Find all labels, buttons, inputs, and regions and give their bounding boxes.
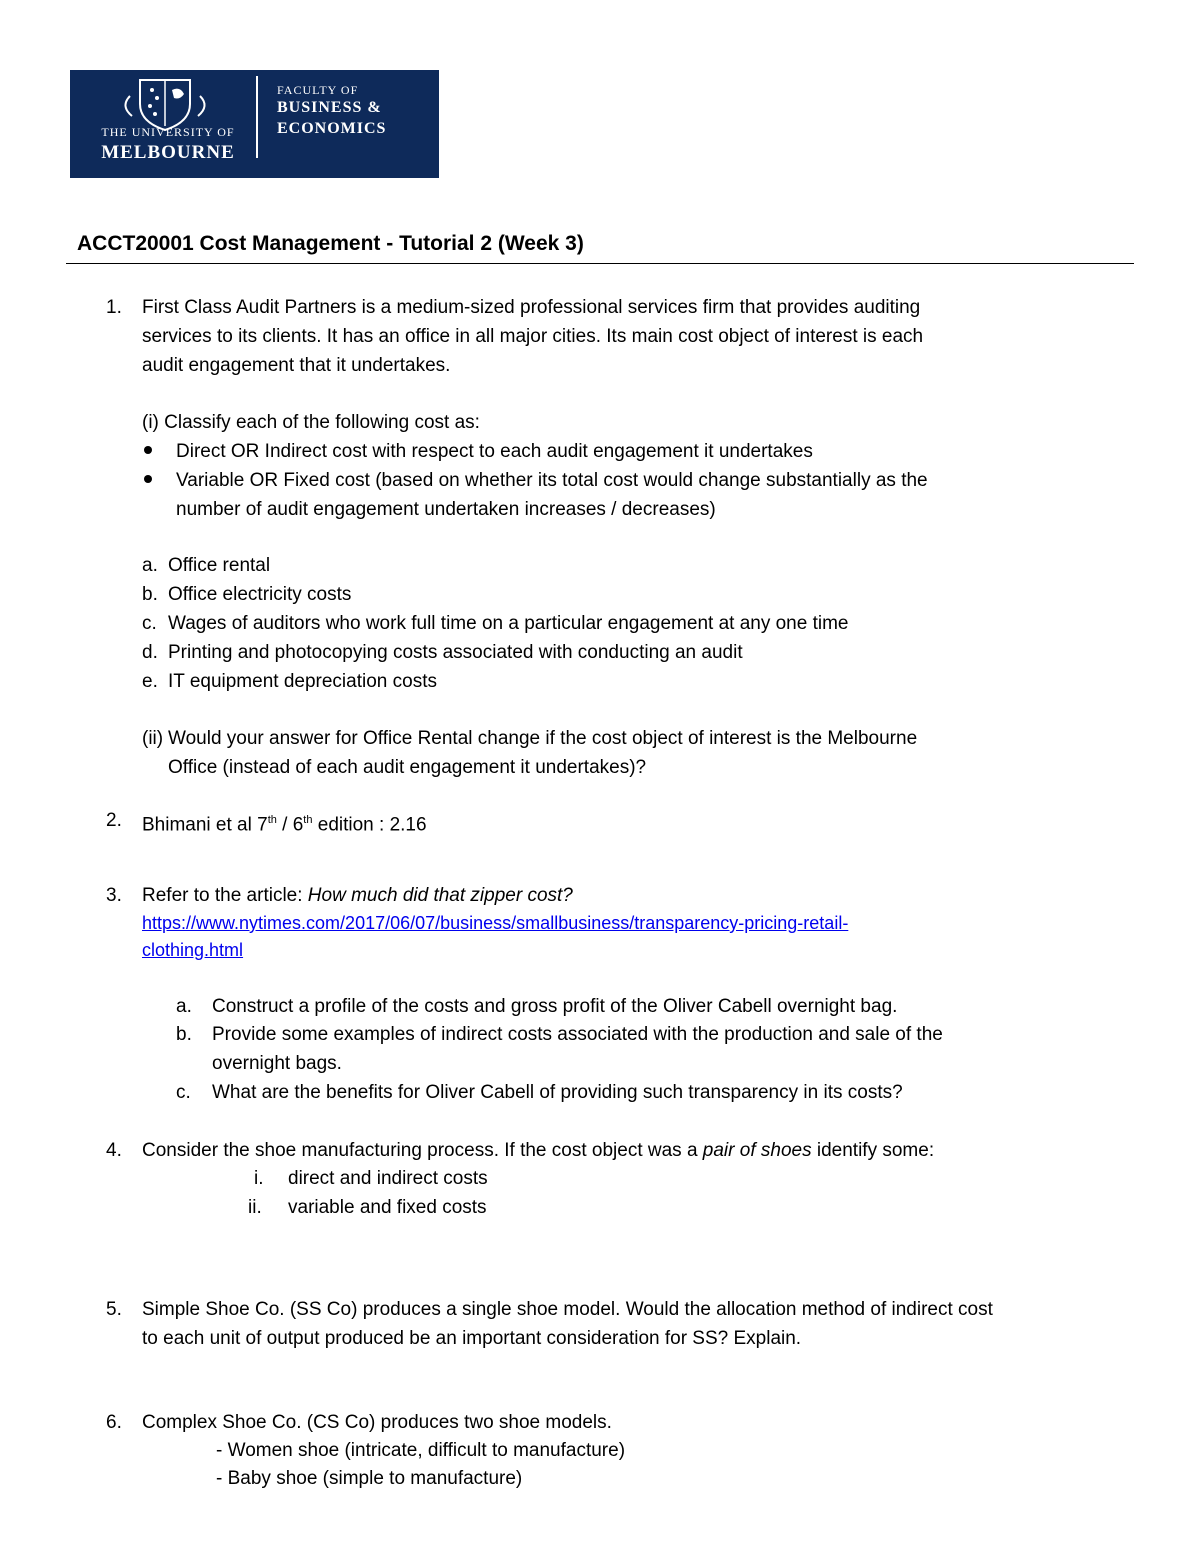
q3-url-line2[interactable] <box>142 936 243 965</box>
q3-item-text: What are the benefits for Oliver Cabell of providing such transparency in its costs? <box>212 1082 903 1103</box>
q4-item-roman: i. <box>254 1168 264 1189</box>
q6-number: 6. <box>106 1412 122 1433</box>
q4-item-roman: ii. <box>248 1197 262 1218</box>
q3-url-line1[interactable] <box>142 909 848 938</box>
q2-text-b: / 6 <box>276 814 304 836</box>
bullet-icon <box>144 475 152 483</box>
q4-number: 4. <box>106 1140 122 1161</box>
article-link[interactable]: https://www.nytimes.com/2017/06/07/business/smallbusiness/transparency-pricing-retail- <box>142 913 849 933</box>
faculty-name <box>277 83 386 139</box>
faculty-line2: BUSINESS & <box>277 99 382 116</box>
q6-item: - Women shoe (intricate, difficult to manufacture) <box>216 1440 626 1461</box>
q5-line: Simple Shoe Co. (SS Co) produces a single shoe model. Would the allocation method of indirect cost <box>142 1299 993 1320</box>
q1-item-letter: b. <box>142 584 158 605</box>
q1-item-text: Office electricity costs <box>168 584 352 605</box>
q4-item-text: variable and fixed costs <box>288 1197 487 1218</box>
q6-item: - Baby shoe (simple to manufacture) <box>216 1468 523 1489</box>
q1-bullet-text: number of audit engagement undertaken increases / decreases) <box>176 499 716 520</box>
q1-part-i: (i) Classify each of the following cost as: <box>142 412 480 433</box>
q2-sup2: th <box>303 814 313 826</box>
page-title: ACCT20001 Cost Management - Tutorial 2 (Week 3) <box>77 232 584 255</box>
q1-part-ii-label: (ii) <box>142 728 164 749</box>
q1-bullet-text: Variable OR Fixed cost (based on whether its total cost would change substantially as the <box>176 470 928 491</box>
q3-item-text: overnight bags. <box>212 1053 342 1074</box>
q1-number: 1. <box>106 297 122 318</box>
article-link[interactable]: clothing.html <box>142 940 244 960</box>
q1-item-text: Wages of auditors who work full time on a particular engagement at any one time <box>168 613 849 634</box>
q5-line: to each unit of output produced be an important consideration for SS? Explain. <box>142 1328 802 1349</box>
q2-number: 2. <box>106 810 122 831</box>
q6-line: Complex Shoe Co. (CS Co) produces two shoe models. <box>142 1412 612 1433</box>
q4-item-text: direct and indirect costs <box>288 1168 488 1189</box>
q2-text-a: Bhimani et al 7 <box>142 814 268 836</box>
university-name-line1: THE UNIVERSITY OF <box>101 125 235 139</box>
q1-part-ii-text: Would your answer for Office Rental change if the cost object of interest is the Melbourne <box>168 728 918 749</box>
q2-text-c: edition : 2.16 <box>312 814 427 836</box>
logo-divider <box>256 76 258 158</box>
q1-item-text: IT equipment depreciation costs <box>168 671 437 692</box>
q2-text <box>142 806 427 839</box>
q3-article-title: How much did that zipper cost? <box>307 885 573 906</box>
q5-number: 5. <box>106 1299 122 1320</box>
q4-text-italic: pair of shoes <box>702 1140 812 1161</box>
q2-sup1: th <box>267 814 277 826</box>
q1-item-text: Printing and photocopying costs associated with conducting an audit <box>168 642 743 663</box>
university-name-line2: MELBOURNE <box>101 142 235 163</box>
q1-part-ii-text: Office (instead of each audit engagement it undertakes)? <box>168 757 647 778</box>
q4-text-b: identify some: <box>811 1140 935 1161</box>
q3-number: 3. <box>106 885 122 906</box>
q3-item-letter: a. <box>176 996 192 1017</box>
q4-text-a: Consider the shoe manufacturing process. If the cost object was a <box>142 1140 703 1161</box>
q1-item-letter: a. <box>142 555 158 576</box>
university-logo <box>70 70 439 178</box>
q1-item-letter: c. <box>142 613 157 634</box>
q1-item-text: Office rental <box>168 555 271 576</box>
q3-item-text: Construct a profile of the costs and gross profit of the Oliver Cabell overnight bag. <box>212 996 898 1017</box>
q3-text <box>142 881 573 910</box>
q1-line: audit engagement that it undertakes. <box>142 355 451 376</box>
q3-item-letter: b. <box>176 1024 192 1045</box>
faculty-line3: ECONOMICS <box>277 120 387 137</box>
q3-item-text: Provide some examples of indirect costs associated with the production and sale of the <box>212 1024 943 1045</box>
q3-item-letter: c. <box>176 1082 191 1103</box>
q1-bullet-text: Direct OR Indirect cost with respect to each audit engagement it undertakes <box>176 441 813 462</box>
bullet-icon <box>144 446 152 454</box>
q1-line: services to its clients. It has an office in all major cities. Its main cost object of interest is each <box>142 326 924 347</box>
q4-text <box>142 1136 934 1165</box>
q3-lead: Refer to the article: <box>142 885 308 906</box>
q1-item-letter: d. <box>142 642 158 663</box>
q1-line: First Class Audit Partners is a medium-sized professional services firm that provides auditing <box>142 297 921 318</box>
q1-item-letter: e. <box>142 671 158 692</box>
faculty-line1: FACULTY OF <box>277 83 359 97</box>
title-rule <box>66 263 1134 264</box>
